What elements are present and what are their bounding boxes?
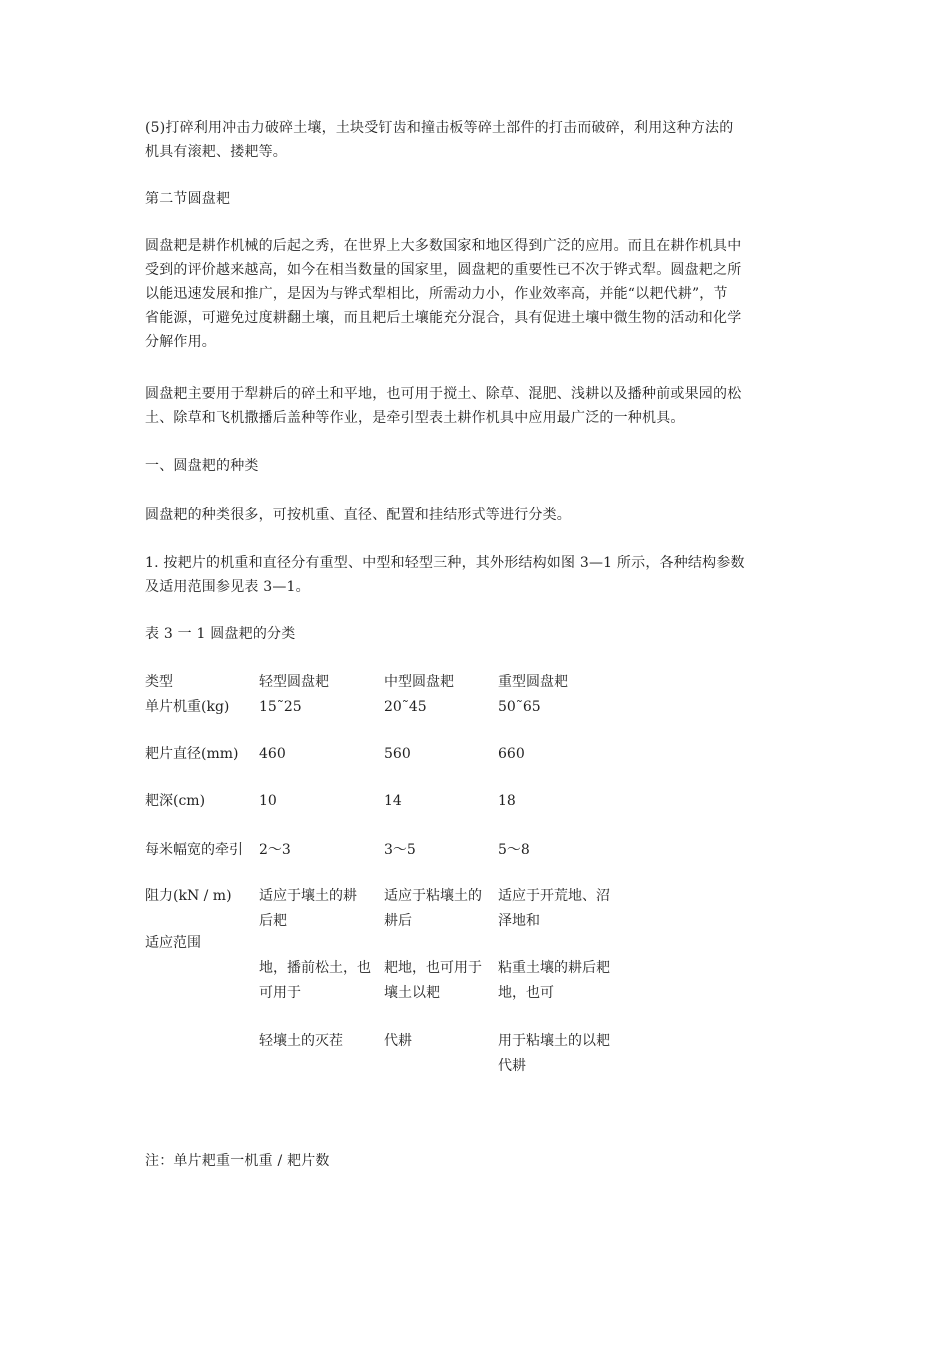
table-cell: 560 [384,746,411,762]
table-header-type: 类型 [145,674,173,690]
section-title: 第二节圆盘耙 [145,191,231,207]
table-cell: 适应于粘壤土的 [384,888,482,904]
table-cell-label: 耙深(cm) [145,793,206,809]
table-cell: 660 [498,746,525,762]
paragraph-disc-harrow-intro [145,234,815,354]
text-line: 圆盘耙是耕作机械的后起之秀，在世界上大多数国家和地区得到广泛的应用。而且在耕作机具中 [145,238,742,254]
table-header-medium: 中型圆盘耙 [384,674,454,690]
table-cell: 适应于壤土的耕 [259,888,357,904]
table-cell: 50˜65 [498,699,541,715]
text-line: (5)打碎利用冲击力破碎土壤，土块受钉齿和撞击板等碎土部件的打击而破碎，利用这种方法的 [145,120,734,136]
table-cell: 10 [259,793,277,809]
text-line: 1. 按耙片的机重和直径分有重型、中型和轻型三种，其外形结构如图 3—1 所示，各种结构参数 [145,555,745,571]
paragraph-disc-harrow-uses [145,382,815,430]
text-line: 以能迅速发展和推广，是因为与铧式犁相比，所需动力小，作业效率高，并能“以耙代耕”，节 [145,286,728,302]
text-line: 省能源，可避免过度耕翻土壤，而且耙后土壤能充分混合，具有促进土壤中微生物的活动和化学 [145,310,742,326]
table-note: 注：单片耙重一机重 / 耙片数 [145,1153,330,1169]
table-cell: 地，播前松土，也 [259,960,371,976]
table-caption: 表 3 一 1 圆盘耙的分类 [145,626,296,642]
subheading-types: 一、圆盘耙的种类 [145,458,259,474]
table-cell: 粘重土壤的耕后耙 [498,960,610,976]
table-cell-label: 单片机重(kg) [145,699,230,715]
table-cell: 460 [259,746,286,762]
table-cell: 15˜25 [259,699,302,715]
table-cell: 地，也可 [498,985,554,1001]
text-line: 受到的评价越来越高，如今在相当数量的国家里，圆盘耙的重要性已不次于铧式犁。圆盘耙之所 [145,262,742,278]
table-cell: 14 [384,793,402,809]
table-cell: 后耙 [259,913,287,929]
table-cell: 耙地，也可用于 [384,960,482,976]
table-cell: 18 [498,793,516,809]
table-cell: 代耕 [384,1033,412,1049]
table-cell: 5～8 [498,842,530,858]
paragraph-classification: 圆盘耙的种类很多，可按机重、直径、配置和挂结形式等进行分类。 [145,507,571,523]
table-cell: 2～3 [259,842,291,858]
table-cell: 用于粘壤土的以耙 [498,1033,610,1049]
text-line: 及适用范围参见表 3—1。 [145,579,310,595]
text-line: 机具有滚耙、搂耙等。 [145,144,287,160]
paragraph-crushing-method [145,116,815,164]
table-cell: 3～5 [384,842,416,858]
table-cell: 泽地和 [498,913,540,929]
table-cell-label: 耙片直径(mm) [145,746,239,762]
table-cell: 可用于 [259,985,301,1001]
table-cell: 轻壤土的灭茬 [259,1033,343,1049]
text-line: 分解作用。 [145,334,216,350]
table-cell: 20˜45 [384,699,427,715]
table-cell-label: 每米幅宽的牵引 [145,842,243,858]
table-header-heavy: 重型圆盘耙 [498,674,568,690]
table-header-light: 轻型圆盘耙 [259,674,329,690]
paragraph-weight-diameter [145,551,815,599]
table-cell: 代耕 [498,1058,526,1074]
table-cell-label: 阻力(kN / m) [145,888,232,904]
table-cell: 壤土以耙 [384,985,440,1001]
table-cell: 适应于开荒地、沼 [498,888,610,904]
table-cell-label: 适应范围 [145,935,201,951]
text-line: 圆盘耙主要用于犁耕后的碎土和平地，也可用于搅土、除草、混肥、浅耕以及播种前或果园的松 [145,386,742,402]
text-line: 土、除草和飞机撒播后盖种等作业，是牵引型表土耕作机具中应用最广泛的一种机具。 [145,410,685,426]
table-cell: 耕后 [384,913,412,929]
